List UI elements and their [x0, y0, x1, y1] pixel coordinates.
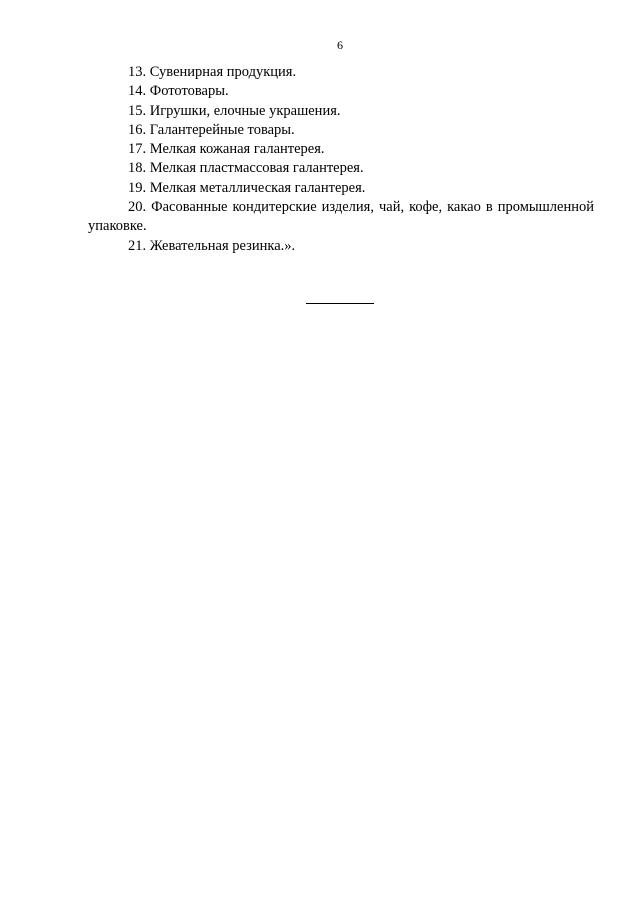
list-item-text: Сувенирная продукция.: [149, 64, 297, 80]
list-item-number: 13.: [128, 64, 147, 80]
list-item-text: Галантерейные товары.: [149, 121, 295, 138]
list-item: [88, 198, 594, 237]
page-number: 6: [337, 38, 343, 52]
numbered-list: [88, 63, 594, 256]
list-item: [88, 159, 594, 178]
list-item-text: Фототовары.: [149, 83, 229, 100]
list-item-text: Мелкая кожаная галантерея.: [149, 141, 325, 158]
list-item-text: Мелкая пластмассовая галантерея.: [149, 160, 364, 177]
end-separator-line: [306, 303, 374, 304]
list-item: [88, 102, 594, 121]
list-item: [88, 82, 594, 101]
list-item: [88, 63, 594, 82]
list-item-number: 15.: [128, 102, 147, 119]
list-item: [88, 179, 594, 198]
list-item-number: 20.: [128, 199, 147, 216]
list-item-number: 16.: [128, 121, 147, 138]
list-item-number: 21.: [128, 237, 147, 254]
list-item-text: Игрушки, елочные украшения.: [149, 102, 341, 119]
list-item-text: Мелкая металлическая галантерея.: [149, 179, 366, 196]
list-item-text: Жевательная резинка.».: [149, 237, 296, 254]
list-item-number: 18.: [128, 160, 147, 177]
list-item-number: 14.: [128, 83, 147, 100]
list-item-text: Фасованные кондитерские изделия, чай, кофе, какао в промышленной упаковке.: [88, 199, 594, 235]
list-item: [88, 140, 594, 159]
list-item-number: 19.: [128, 179, 147, 196]
list-item: [88, 121, 594, 140]
list-item: [88, 237, 594, 256]
list-item-number: 17.: [128, 141, 147, 158]
